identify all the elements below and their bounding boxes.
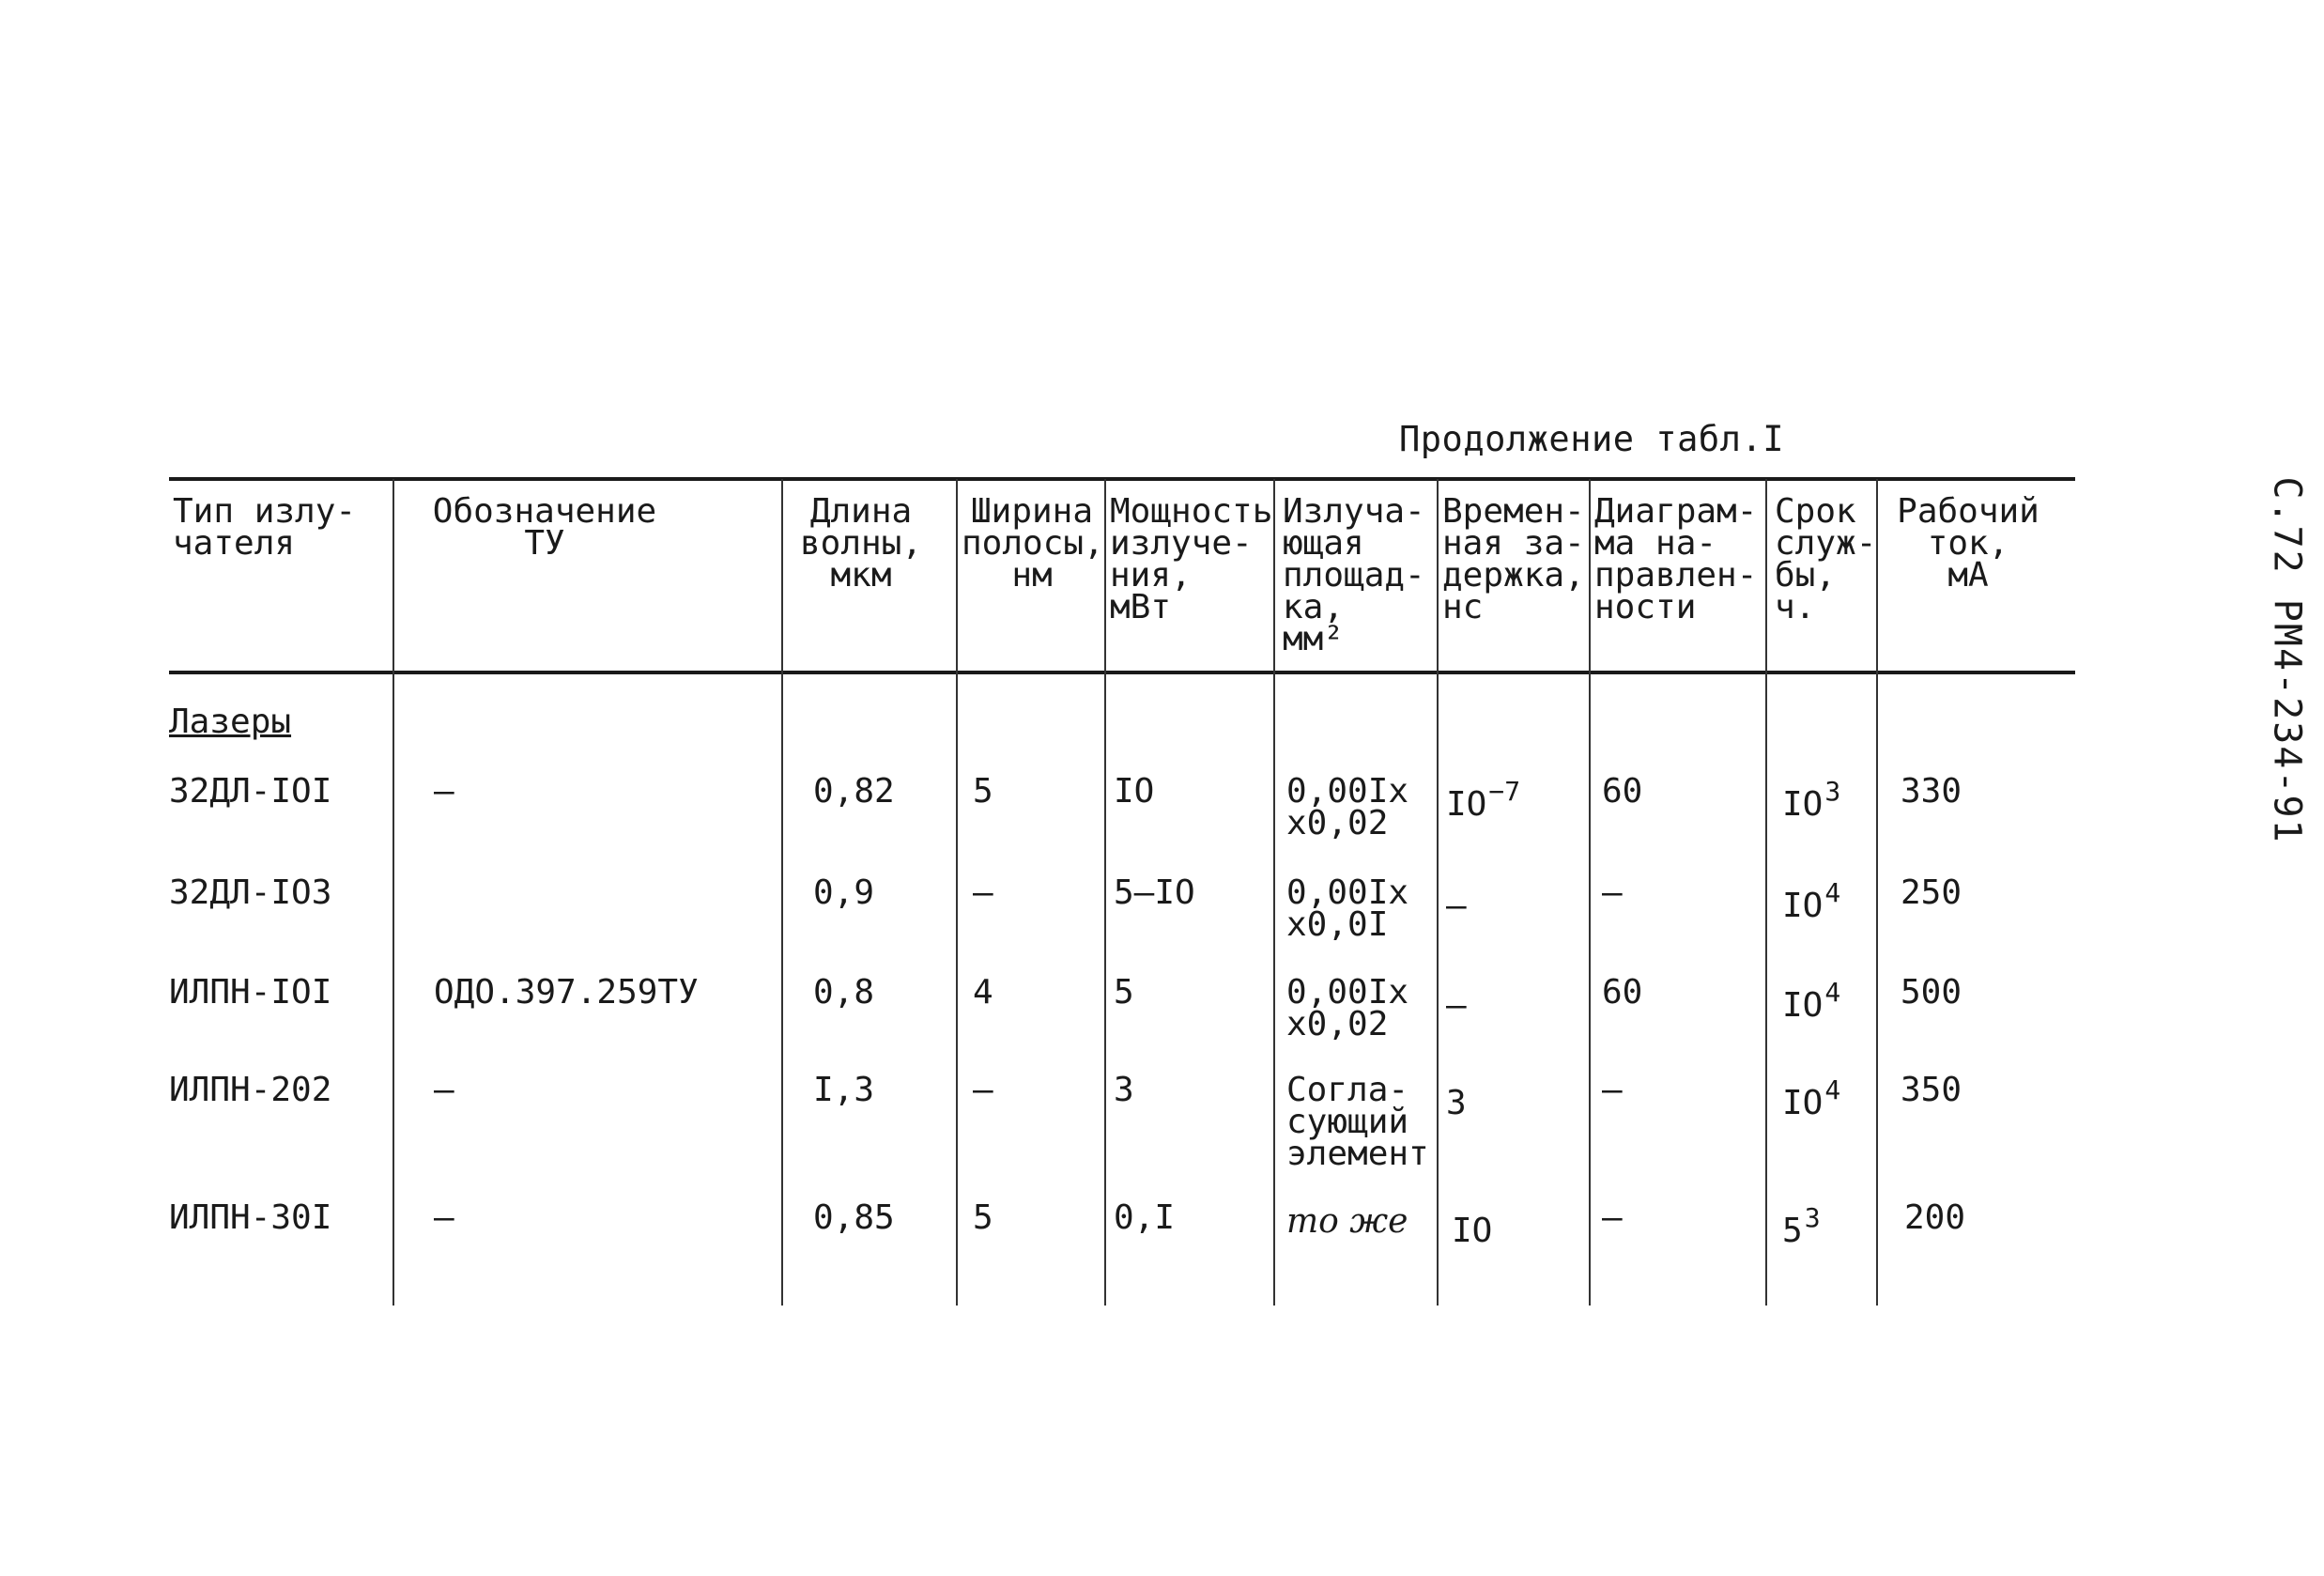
cell-area: 0,00Ix x0,0I: [1286, 873, 1409, 944]
cell-diagram: –: [1602, 873, 1623, 912]
cell-diagram: –: [1602, 1071, 1623, 1109]
cell-bandwidth: 5: [973, 772, 993, 811]
cell-power: 0,I: [1114, 1198, 1176, 1237]
cell-bandwidth: –: [973, 1071, 993, 1109]
cell-type: 32ДЛ-IOI: [169, 772, 332, 811]
cell-power: IO: [1114, 772, 1155, 811]
cell-current: 200: [1904, 1198, 1966, 1237]
life-exponent: 3: [1824, 776, 1841, 807]
cell-area: Согла- сующий элемент: [1286, 1071, 1429, 1173]
life-base: IO: [1782, 785, 1824, 824]
delay-base: IO: [1446, 785, 1487, 824]
header-wavelength: Длина волны, мкм: [799, 492, 923, 595]
cell-power: 5–IO: [1114, 873, 1195, 912]
header-emitting-area: Излуча- ющая площад- ка, мм²: [1283, 492, 1425, 658]
cell-diagram: –: [1602, 1198, 1623, 1237]
column-divider: [1437, 479, 1439, 1306]
cell-bandwidth: 4: [973, 973, 993, 1012]
cell-area: то же: [1286, 1202, 1408, 1241]
life-base: IO: [1782, 986, 1824, 1025]
cell-area: 0,00Ix x0,02: [1286, 973, 1409, 1043]
cell-life: [1782, 977, 1841, 1025]
header-radiation-pattern: Диаграм- ма на- правлен- ности: [1594, 492, 1758, 626]
column-divider: [1104, 479, 1106, 1306]
life-exponent: 4: [1824, 977, 1841, 1008]
column-divider: [781, 479, 783, 1306]
life-base: IO: [1782, 1084, 1824, 1122]
cell-life: [1782, 776, 1841, 824]
cell-current: 350: [1901, 1071, 1962, 1109]
delay-base: 3: [1446, 1084, 1467, 1122]
cell-life: [1782, 1074, 1840, 1120]
delay-base: –: [1446, 887, 1467, 925]
cell-wavelength: 0,85: [813, 1198, 895, 1237]
cell-tu: –: [434, 1198, 454, 1237]
cell-wavelength: 0,82: [813, 772, 895, 811]
document-code: С.72 РМ4-234-91: [2265, 476, 2309, 844]
life-exponent: 4: [1824, 877, 1841, 908]
column-divider: [392, 479, 394, 1306]
cell-wavelength: 0,8: [813, 973, 875, 1012]
cell-life: [1782, 877, 1841, 925]
delay-base: IO: [1452, 1212, 1493, 1250]
column-divider: [956, 479, 958, 1306]
header-emitter-type: Тип излу- чателя: [173, 492, 357, 563]
cell-wavelength: I,3: [813, 1071, 875, 1109]
life-base: IO: [1782, 887, 1824, 925]
cell-delay: [1446, 776, 1521, 824]
life-exponent: 4: [1824, 1074, 1841, 1105]
cell-diagram: 60: [1602, 772, 1643, 811]
section-label: Лазеры: [169, 703, 292, 741]
table-caption: Продолжение табл.I: [1399, 419, 1784, 459]
header-power: Мощность излуче- ния, мВт: [1110, 492, 1273, 626]
column-divider: [1589, 479, 1591, 1306]
cell-bandwidth: –: [973, 873, 993, 912]
cell-delay: [1446, 1074, 1469, 1120]
cell-delay: [1446, 977, 1469, 1025]
cell-type: 32ДЛ-IO3: [169, 873, 332, 912]
life-exponent: 3: [1804, 1202, 1821, 1233]
cell-delay: [1452, 1202, 1494, 1250]
cell-tu: –: [434, 1071, 454, 1109]
header-operating-current: Рабочий ток, мА: [1897, 492, 2039, 595]
cell-current: 500: [1901, 973, 1962, 1012]
column-divider: [1876, 479, 1878, 1306]
cell-current: 330: [1901, 772, 1962, 811]
cell-diagram: 60: [1602, 973, 1643, 1012]
delay-exponent: −7: [1488, 776, 1521, 807]
table-header-rule: [169, 671, 2075, 674]
header-service-life: Срок служ- бы, ч.: [1775, 492, 1877, 626]
header-specification: Обозначение ТУ: [432, 492, 657, 563]
cell-wavelength: 0,9: [813, 873, 875, 912]
cell-type: ИЛПН-IOI: [169, 973, 332, 1012]
cell-power: 3: [1114, 1071, 1134, 1109]
cell-type: ИЛПН-30I: [169, 1198, 332, 1237]
cell-bandwidth: 5: [973, 1198, 993, 1237]
header-bandwidth: Ширина полосы, нм: [962, 492, 1104, 595]
cell-life: [1782, 1202, 1821, 1250]
table-top-rule: [169, 477, 2075, 481]
cell-tu: ОДО.397.259ТУ: [434, 973, 699, 1012]
cell-type: ИЛПН-202: [169, 1071, 332, 1109]
cell-delay: [1446, 877, 1469, 925]
cell-current: 250: [1901, 873, 1962, 912]
cell-power: 5: [1114, 973, 1134, 1012]
cell-area: 0,00Ix x0,02: [1286, 772, 1409, 842]
cell-tu: –: [434, 772, 454, 811]
delay-base: –: [1446, 986, 1467, 1025]
column-divider: [1765, 479, 1767, 1306]
header-time-delay: Времен- ная за- держка, нс: [1442, 492, 1585, 626]
life-base: 5: [1782, 1212, 1803, 1250]
